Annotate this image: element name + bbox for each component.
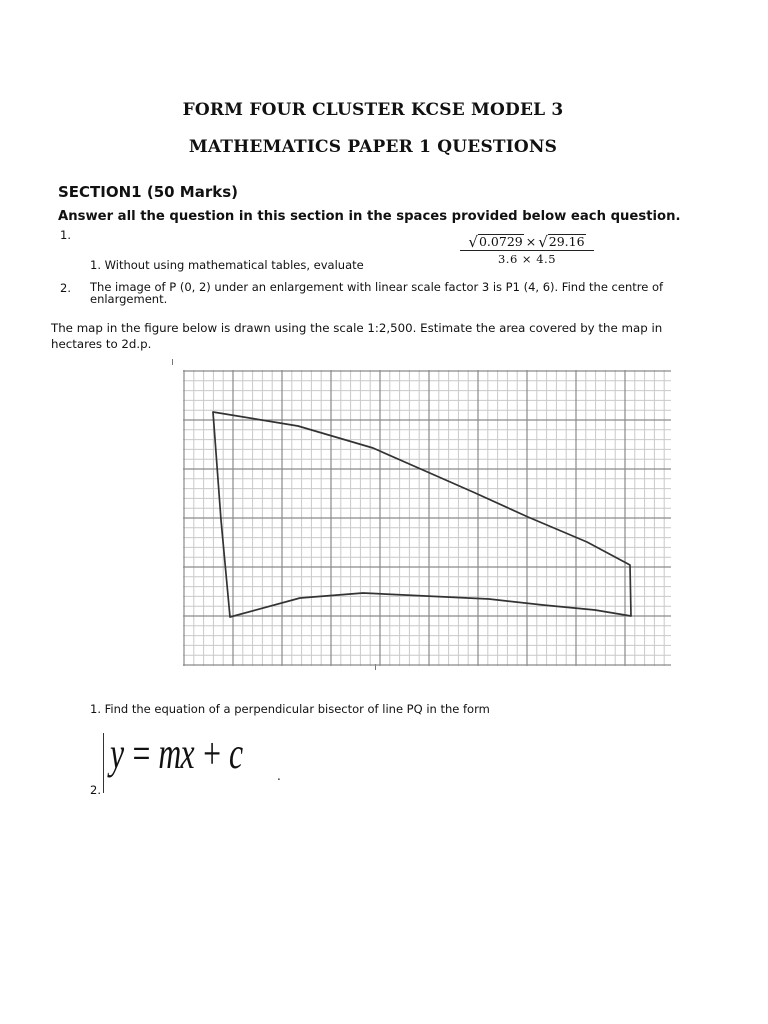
- map-figure: [183, 370, 673, 668]
- radical-1: √ 0.0729: [468, 233, 523, 251]
- question-3-text: 1. Find the equation of a perpendicular bisector of line PQ in the form: [90, 702, 490, 716]
- radical-2: √ 29.16: [538, 233, 585, 251]
- page-title-line-2: MATHEMATICS PAPER 1 QUESTIONS: [188, 137, 558, 157]
- section-heading: SECTION1 (50 Marks): [58, 183, 238, 201]
- question-1-text: 1. Without using mathematical tables, evaluate: [90, 258, 364, 272]
- times-symbol: ×: [525, 234, 537, 249]
- equation-box-border: [103, 733, 104, 793]
- question-4-number: 2.: [90, 783, 101, 797]
- equation-y-mx-c: y = mx + c: [110, 729, 243, 778]
- page-title-line-1: FORM FOUR CLUSTER KCSE MODEL 3: [182, 100, 564, 120]
- fraction-numerator: [460, 234, 594, 251]
- stray-mark: [172, 359, 173, 365]
- graph-grid-major: [183, 370, 671, 666]
- equation-dot: .: [277, 769, 281, 783]
- question-2-text: The image of P (0, 2) under an enlargement with linear scale factor 3 is P1 (4, 6). Find the centre of enlargement.: [90, 280, 664, 306]
- question-1-fraction: [460, 234, 594, 266]
- section-instruction: Answer all the question in this section in the spaces provided below each question.: [58, 209, 681, 224]
- question-1-number: 1.: [60, 228, 71, 242]
- map-question-text: The map in the figure below is drawn using the scale 1:2,500. Estimate the area covered by the map in hectares to 2d.p.: [51, 321, 663, 351]
- question-2-number: 2.: [60, 281, 71, 295]
- fraction-denominator: 3.6 × 4.5: [497, 252, 557, 266]
